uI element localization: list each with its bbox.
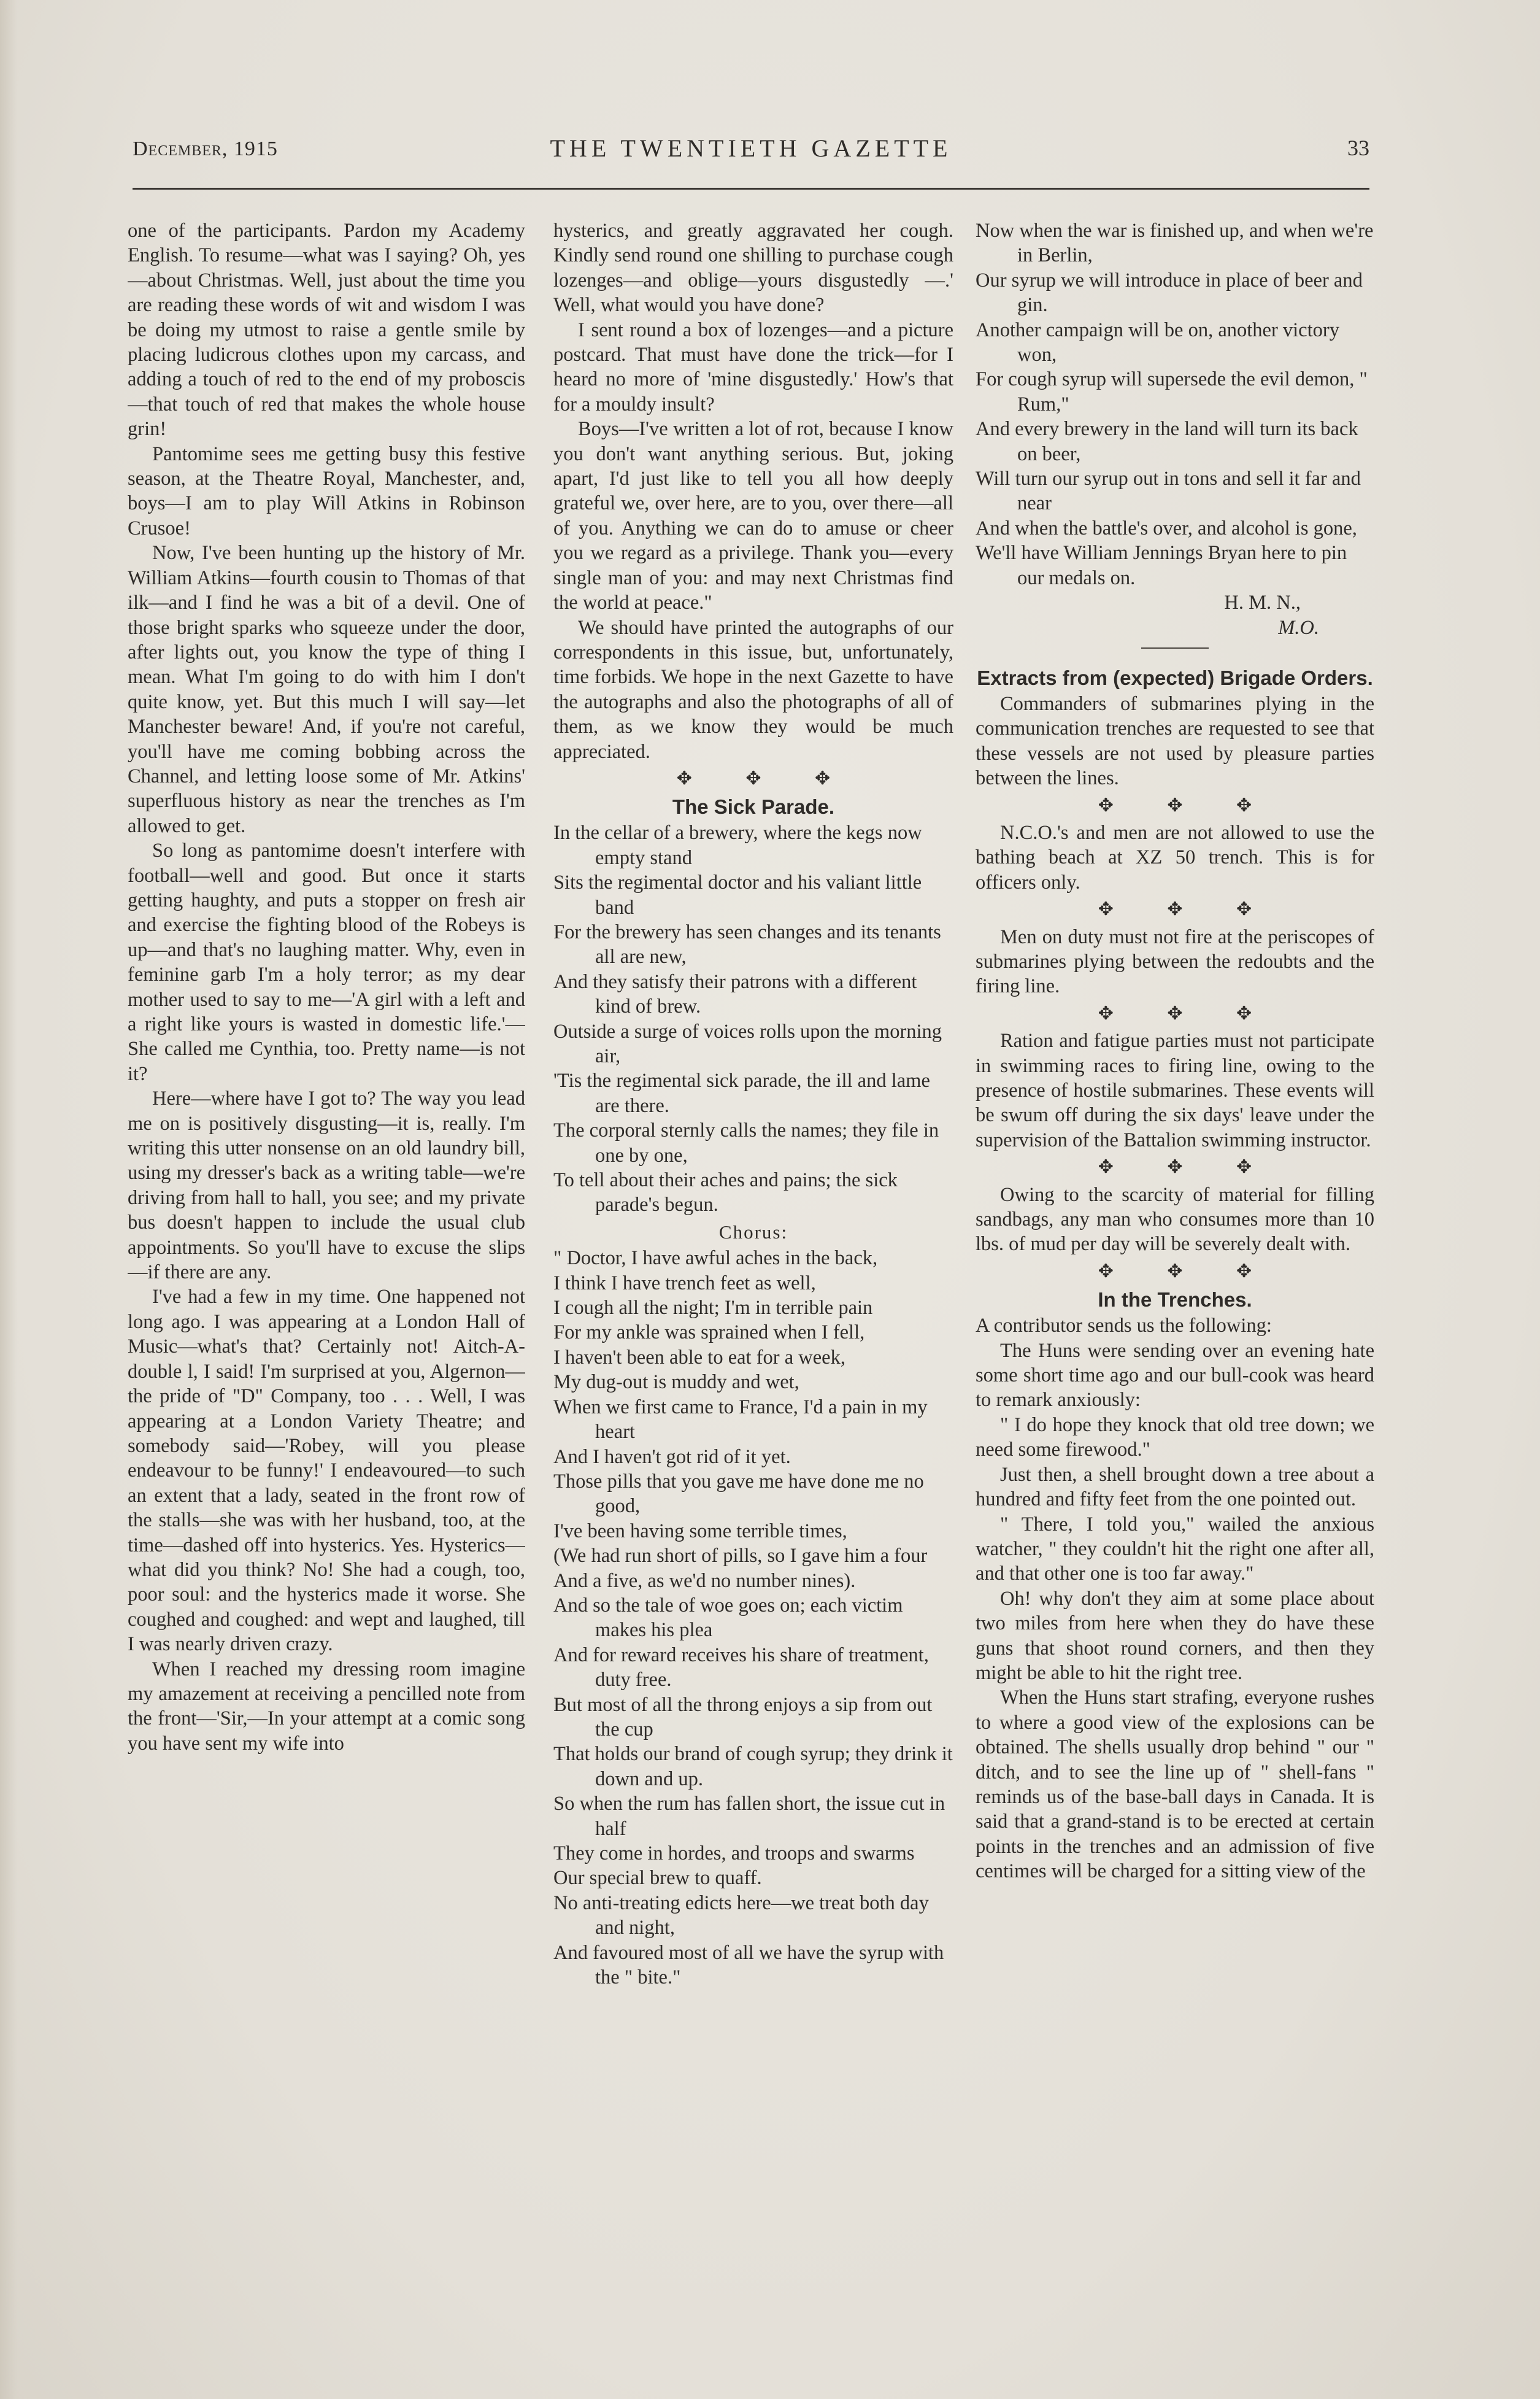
chorus-line: " Doctor, I have awful aches in the back,	[553, 1247, 878, 1270]
header-title: THE TWENTIETH GAZETTE	[550, 134, 952, 162]
page-binding-edge	[0, 0, 17, 2399]
section-dingbat: ✥ ✥ ✥	[1098, 899, 1277, 920]
col1-paragraph-3: Now, I've been hunting up the history of Mr. William Atkins—fourth cousin to Thomas of that ilk—and I find he was a bit of a devil. One of those bright sparks who squeeze under the door, after lights out, you know the type of thing I mean. What I'm going to do with him I don't quite know, yet. But this much I will say—let Manchester beware! And, if you're not careful, you'll have me coming bobbing across the Channel, and letting loose some of Mr. Atkins' superfluous history as near the trenches as I'm allowed to get.	[128, 542, 525, 837]
poem-line: In the cellar of a brewery, where the kegs now empty stand	[553, 822, 922, 869]
chorus-line: For my ankle was sprained when I fell,	[553, 1321, 865, 1344]
poem-title: The Sick Parade.	[672, 795, 835, 819]
chorus-line: So when the rum has fallen short, the issue cut in half	[553, 1793, 945, 1840]
poem-line: And every brewery in the land will turn its back on beer,	[976, 418, 1358, 465]
chorus-line: My dug-out is muddy and wet,	[553, 1371, 799, 1394]
chorus-line: I've been having some terrible times,	[553, 1520, 847, 1542]
chorus-line: And so the tale of woe goes on; each victim makes his plea	[553, 1594, 903, 1642]
col2-paragraph-3: Boys—I've written a lot of rot, because I know you don't want anything serious. But, joking apart, I'd just like to tell you all how deeply grateful we, over here, are to you, over there—all of you. Anything we can do to amuse or cheer you we regard as a privilege. Thank you—every single man of you: and may next Christmas find the world at peace."	[553, 418, 953, 614]
poem-line: Our syrup we will introduce in place of beer and gin.	[976, 269, 1363, 317]
col2-paragraph-2: I sent round a box of lozenges—and a picture postcard. That must have done the trick—for I heard no more of 'mine disgustedly.' How's that for a mouldy insult?	[553, 319, 953, 415]
poem-line: Now when the war is finished up, and when we're in Berlin,	[976, 220, 1374, 267]
col1-paragraph-2: Pantomime sees me getting busy this festive season, at the Theatre Royal, Manchester, and, boys—I am to play Will Atkins in Robinson Crusoe!	[128, 442, 525, 539]
column-2	[553, 218, 953, 2262]
header-date: December, 1915	[133, 137, 278, 160]
column-1	[128, 218, 525, 2262]
col2-paragraph-4: We should have printed the autographs of our correspondents in this issue, but, unfortunately, time forbids. We hope in the next Gazette to have the autographs and also the photographs of all of them, as we know they would be much appreciated.	[553, 616, 953, 763]
chorus-line: I haven't been able to eat for a week,	[553, 1346, 845, 1369]
chorus-line: And for reward receives his share of treatment, duty free.	[553, 1644, 929, 1691]
trenches-heading: In the Trenches.	[1098, 1288, 1252, 1312]
trenches-paragraph-3: " I do hope they knock that old tree down; we need some firewood."	[976, 1413, 1374, 1461]
poem-line: The corporal sternly calls the names; they file in one by one,	[553, 1119, 939, 1167]
trenches-paragraph-2: The Huns were sending over an evening hate some short time ago and our bull-cook was heard to remark anxiously:	[976, 1339, 1374, 1412]
sick-parade-chorus	[553, 1246, 953, 1990]
chorus-line: And favoured most of all we have the syrup with the " bite."	[553, 1941, 944, 1989]
column-3	[976, 218, 1374, 2262]
col1-paragraph-5: Here—where have I got to? The way you lead me on is positively disgusting—it is, really. I'm writing this utter nonsense on an old laundry bill, using my dresser's back as a writing table—we're driving from hall to hall, you see; and my private bus doesn't happen to include the usual club appointments. So you'll have to excuse the slips—if there are any.	[128, 1087, 525, 1284]
section-dingbat: ✥ ✥ ✥	[1098, 1157, 1277, 1178]
section-dingbat: ✥ ✥ ✥	[1098, 1261, 1277, 1281]
sick-parade-poem	[553, 821, 953, 1218]
section-dingbat: ✥ ✥ ✥	[1098, 1003, 1277, 1024]
poem-line: Outside a surge of voices rolls upon the morning air,	[553, 1020, 942, 1067]
poem-line: Another campaign will be on, another victory won,	[976, 319, 1339, 366]
poem-line: For the brewery has seen changes and its tenants all are new,	[553, 921, 941, 968]
poem-line: 'Tis the regimental sick parade, the ill and lame are there.	[553, 1070, 930, 1117]
chorus-line: But most of all the throng enjoys a sip from out the cup	[553, 1693, 933, 1740]
poem-line: Sits the regimental doctor and his valiant little band	[553, 871, 922, 919]
page-number: 33	[1347, 136, 1369, 160]
chorus-line: (We had run short of pills, so I gave him a four	[553, 1545, 928, 1567]
trenches-paragraph-5: " There, I told you," wailed the anxious watcher, " they couldn't hit the right one after all, and that other one is too far away."	[976, 1513, 1374, 1585]
chorus-line: And I haven't got rid of it yet.	[553, 1445, 791, 1468]
poem-line: And they satisfy their patrons with a different kind of brew.	[553, 970, 917, 1018]
order-1: Commanders of submarines plying in the communication trenches are requested to see that these vessels are not used by pleasure parties between the lines.	[976, 692, 1374, 790]
poem-signature-unit: M.O.	[1278, 616, 1319, 639]
trenches-paragraph-6: Oh! why don't they aim at some place about two miles from here when they do have these guns that shoot round corners, and then they might be able to hit the right tree.	[976, 1587, 1374, 1684]
chorus-line: No anti-treating edicts here—we treat both day and night,	[553, 1891, 929, 1939]
section-dingbat: ✥ ✥ ✥	[1098, 795, 1277, 816]
order-2: N.C.O.'s and men are not allowed to use the bathing beach at XZ 50 trench. This is for officers only.	[976, 821, 1374, 894]
chorus-line: And a five, as we'd no number nines).	[553, 1569, 856, 1592]
section-dingbat: ✥ ✥ ✥	[676, 768, 855, 789]
col1-paragraph-7: When I reached my dressing room imagine my amazement at receiving a pencilled note from the front—'Sir,—In your attempt at a comic song you have sent my wife into	[128, 1658, 525, 1755]
order-5: Owing to the scarcity of material for filling sandbags, any man who consumes more than 10 lbs. of mud per day will be severely dealt with.	[976, 1183, 1374, 1256]
poem-line: We'll have William Jennings Bryan here to pin our medals on.	[976, 542, 1347, 589]
chorus-line: When we first came to France, I'd a pain in my heart	[553, 1396, 928, 1443]
chorus-label: Chorus:	[718, 1221, 788, 1243]
poem-signature: H. M. N.,	[1224, 592, 1301, 614]
poem-line: For cough syrup will supersede the evil demon, " Rum,"	[976, 368, 1368, 415]
col1-paragraph-1: one of the participants. Pardon my Academy English. To resume—what was I saying? Oh, yes—about Christmas. Well, just about the time you are reading these words of wit and wisdom I was be doing my utmost to raise a gentle smile by placing ludicrous clothes upon my carcass, and adding a touch of red to the end of my proboscis—that touch of red that makes the whole house grin!	[128, 220, 525, 441]
poem-line: Will turn our syrup out in tons and sell it far and near	[976, 468, 1361, 515]
extracts-heading: Extracts from (expected) Brigade Orders.	[977, 666, 1373, 689]
chorus-line: That holds our brand of cough syrup; they drink it down and up.	[553, 1743, 953, 1790]
header-rule	[133, 188, 1369, 190]
chorus-line: They come in hordes, and troops and swarms	[553, 1842, 915, 1864]
poem-line: And when the battle's over, and alcohol is gone,	[976, 517, 1357, 539]
chorus-line: Our special brew to quaff.	[553, 1867, 762, 1890]
trenches-paragraph-1: A contributor sends us the following:	[976, 1315, 1272, 1337]
section-divider	[1141, 647, 1209, 649]
col2-paragraph-1: hysterics, and greatly aggravated her cough. Kindly send round one shilling to purchase cough lozenges—and oblige—yours disgustedly —.' Well, what would you have done?	[553, 220, 953, 317]
chorus-line: I cough all the night; I'm in terrible pain	[553, 1297, 873, 1319]
poem-line: To tell about their aches and pains; the sick parade's begun.	[553, 1169, 898, 1216]
col1-paragraph-4: So long as pantomime doesn't interfere with football—well and good. But once it starts getting haughty, and puts a stopper on fresh air and exercise the fighting blood of the Robeys is up—and that's no laughing matter. Why, even in feminine garb I'm a holy terror; as my dear mother used to say to me—'A girl with a left and a right like yours is wasted in domestic life.'—She called me Cynthia, too. Pretty name—is not it?	[128, 840, 525, 1085]
poem-continuation	[976, 218, 1374, 590]
order-4: Ration and fatigue parties must not participate in swimming races to firing line, owing to the presence of hostile submarines. These events will be swum off during the six days' leave under the supervision of the Battalion swimming instructor.	[976, 1030, 1374, 1151]
order-3: Men on duty must not fire at the periscopes of submarines plying between the redoubts and the firing line.	[976, 925, 1374, 998]
page-header	[133, 130, 1369, 167]
chorus-line: Those pills that you gave me have done me no good,	[553, 1470, 924, 1518]
col1-paragraph-6: I've had a few in my time. One happened not long ago. I was appearing at a London Hall of Music—what's that? Certainly not! Aitch-A-double l, I said! I'm surprised at you, Algernon—the pride of "D" Company, too . . . Well, I was appearing at a London Variety Theatre; and somebody said—'Robey, will you please endeavour to be funny!' I endeavoured—to such an extent that a lady, seated in the front row of the stalls—she was with her husband, too, at the time—dashed off into hysterics. Yes. Hysterics—what did you think? No! She had a cough, too, poor soul: and the hysterics made it worse. She coughed and coughed: and wept and laughed, till I was nearly driven crazy.	[128, 1286, 525, 1656]
trenches-paragraph-4: Just then, a shell brought down a tree about a hundred and fifty feet from the one pointed out.	[976, 1463, 1374, 1511]
chorus-line: I think I have trench feet as well,	[553, 1272, 816, 1294]
trenches-paragraph-7: When the Huns start strafing, everyone rushes to where a good view of the explosions can be obtained. The shells usually drop behind " our " ditch, and to see the line up of " shell-fans " reminds us of the base-ball days in Canada. It is said that a grand-stand is to be erected at certain points in the trenches and an admission of five centimes will be charged for a sitting view of the	[976, 1686, 1374, 1883]
